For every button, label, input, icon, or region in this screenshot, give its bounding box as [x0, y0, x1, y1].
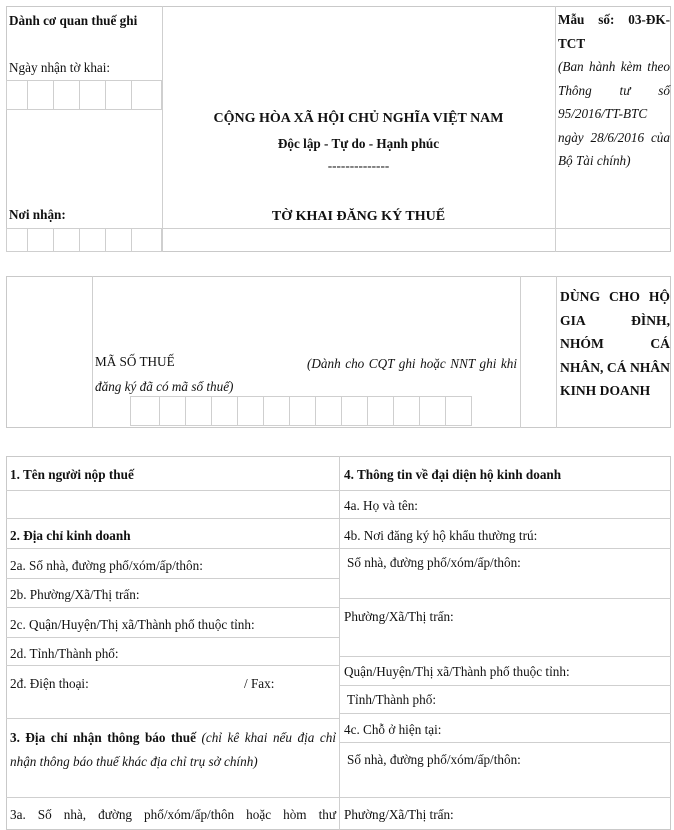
form-title: TỜ KHAI ĐĂNG KÝ THUẾ [271, 209, 446, 224]
received-date-cells[interactable] [6, 80, 162, 110]
agency-note: Dành cơ quan thuế ghi [9, 13, 138, 28]
label-registered-residence: 4b. Nơi đăng ký hộ khẩu thường trú: [344, 528, 538, 543]
usage-note: DÙNG CHO HỘ GIA ĐÌNH, NHÓM CÁ NHÂN, CÁ NHÂN KINH DOANH [560, 289, 670, 398]
label-ward: 2b. Phường/Xã/Thị trấn: [10, 587, 140, 602]
tax-code-cells[interactable] [130, 396, 472, 426]
issued-note: (Ban hành kèm theo Thông tư số 95/2016/TT-BTC ngày 28/6/2016 của Bộ Tài chính) [558, 59, 670, 168]
section-taxpayer-name: 1. Tên người nộp thuế [10, 467, 134, 482]
tax-code-label: MÃ SỐ THUẾ [95, 354, 175, 369]
label-rep-street: Số nhà, đường phố/xóm/ấp/thôn: [347, 555, 521, 570]
label-rep-ward: Phường/Xã/Thị trấn: [344, 609, 454, 624]
section-representative: 4. Thông tin về đại diện hộ kinh doanh [344, 467, 562, 482]
label-fax: / Fax: [244, 676, 275, 691]
section-notice-address-title: 3. Địa chỉ nhận thông báo thuế [10, 730, 196, 745]
label-phone: 2đ. Điện thoại: [10, 676, 89, 691]
label-rep-name: 4a. Họ và tên: [344, 498, 418, 513]
label-street: 2a. Số nhà, đường phố/xóm/ấp/thôn: [10, 558, 203, 573]
label-rep-province: Tỉnh/Thành phố: [347, 692, 437, 707]
label-current-residence: 4c. Chỗ ở hiện tại: [344, 722, 442, 737]
label-current-ward: Phường/Xã/Thị trấn: [344, 807, 454, 822]
section-business-address: 2. Địa chỉ kinh doanh [10, 528, 131, 543]
form-code: Mẫu số: 03-ĐK-TCT [558, 12, 670, 51]
section-notice-address [10, 726, 336, 774]
label-district: 2c. Quận/Huyện/Thị xã/Thành phố thuộc tỉnh: [10, 617, 255, 632]
motto: Độc lập - Tự do - Hạnh phúc [277, 136, 440, 151]
motto-separator: -------------- [327, 158, 390, 173]
nation-title: CỘNG HÒA XÃ HỘI CHỦ NGHĨA VIỆT NAM [213, 111, 504, 126]
label-current-street: Số nhà, đường phố/xóm/ấp/thôn: [347, 752, 521, 767]
tax-code-note: (Dành cho CQT ghi hoặc NNT ghi khi đăng ký đã có mã số thuế) [95, 356, 517, 394]
label-province: 2d. Tỉnh/Thành phố: [10, 646, 119, 661]
received-date-label: Ngày nhận tờ khai: [9, 60, 111, 75]
label-rep-district: Quận/Huyện/Thị xã/Thành phố thuộc tỉnh: [344, 664, 570, 679]
section-notice-address-note: (chỉ kê khai nếu địa chỉ nhận thông báo thuế khác địa chỉ trụ sở chính) [10, 730, 336, 769]
label-notice-street: 3a. Số nhà, đường phố/xóm/ấp/thôn hoặc hòm thư [10, 807, 336, 822]
receiver-cells[interactable] [6, 228, 162, 252]
receiver-label: Nơi nhận: [9, 207, 66, 222]
